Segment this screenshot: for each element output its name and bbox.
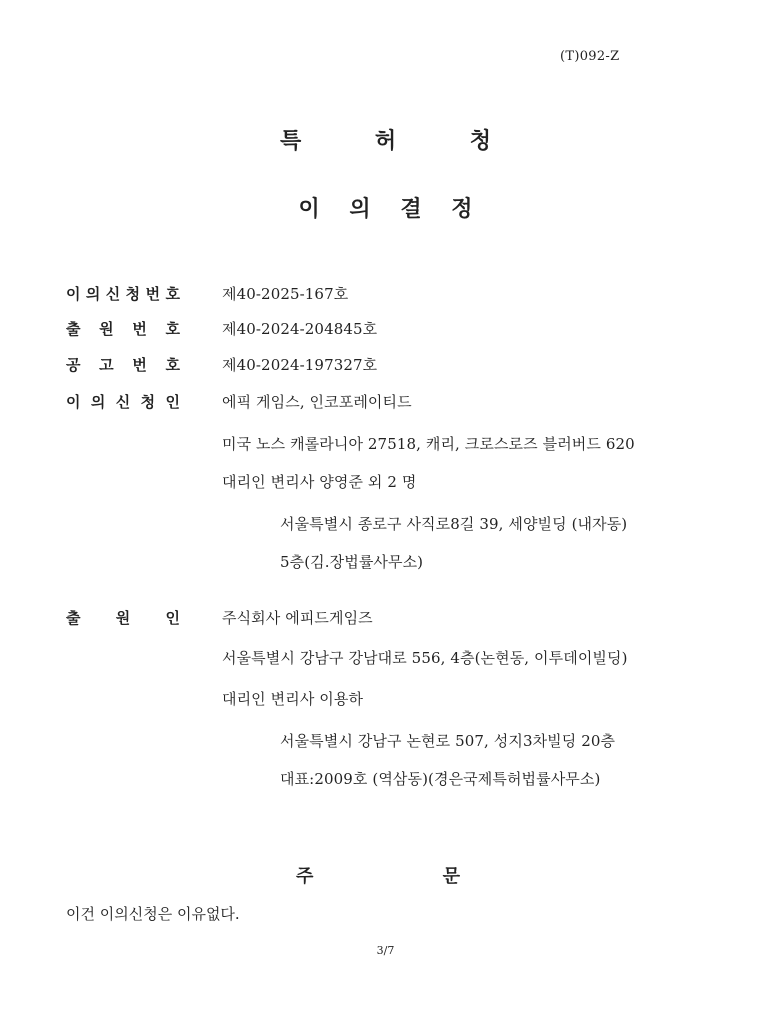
objector-label: 이 의 신 청 인 xyxy=(66,393,180,411)
application-number-value: 제40-2024-204845호 xyxy=(222,320,378,338)
order-heading: 주 문 xyxy=(296,866,460,887)
application-number-label: 출 원 번 호 xyxy=(66,320,180,338)
applicant-label: 출 원 인 xyxy=(66,609,180,627)
applicant-agent-address-line-2: 대표:2009호 (역삼동)(경은국제특허법률사무소) xyxy=(280,770,601,788)
page-number: 3/7 xyxy=(376,944,395,957)
publication-number-label: 공 고 번 호 xyxy=(66,356,180,374)
objector-address: 미국 노스 캐롤라니아 27518, 캐리, 크로스로즈 블러버드 620 xyxy=(222,435,635,453)
applicant-agent: 대리인 변리사 이용하 xyxy=(222,690,364,708)
order-text: 이건 이의신청은 이유없다. xyxy=(66,905,240,923)
applicant-agent-address-line-1: 서울특별시 강남구 논현로 507, 성지3차빌딩 20층 xyxy=(280,732,616,750)
applicant-name: 주식회사 에피드게임즈 xyxy=(222,609,373,627)
objection-number-value: 제40-2025-167호 xyxy=(222,285,349,303)
agency-title: 특 허 청 xyxy=(279,128,492,154)
objector-agent: 대리인 변리사 양영준 외 2 명 xyxy=(222,473,417,491)
publication-number-value: 제40-2024-197327호 xyxy=(222,356,378,374)
objection-number-label: 이 의 신 청 번 호 xyxy=(66,285,180,303)
objector-agent-address-line-2: 5층(김.장법률사무소) xyxy=(280,553,424,571)
applicant-address: 서울특별시 강남구 강남대로 556, 4층(논현동, 이투데이빌딩) xyxy=(222,649,628,667)
objector-agent-address-line-1: 서울특별시 종로구 사직로8길 39, 세양빌딩 (내자동) xyxy=(280,515,628,533)
document-code: (T)092-Z xyxy=(560,49,620,64)
objector-name: 에픽 게임스, 인코포레이티드 xyxy=(222,393,412,411)
document-title: 이 의 결 정 xyxy=(298,196,473,222)
